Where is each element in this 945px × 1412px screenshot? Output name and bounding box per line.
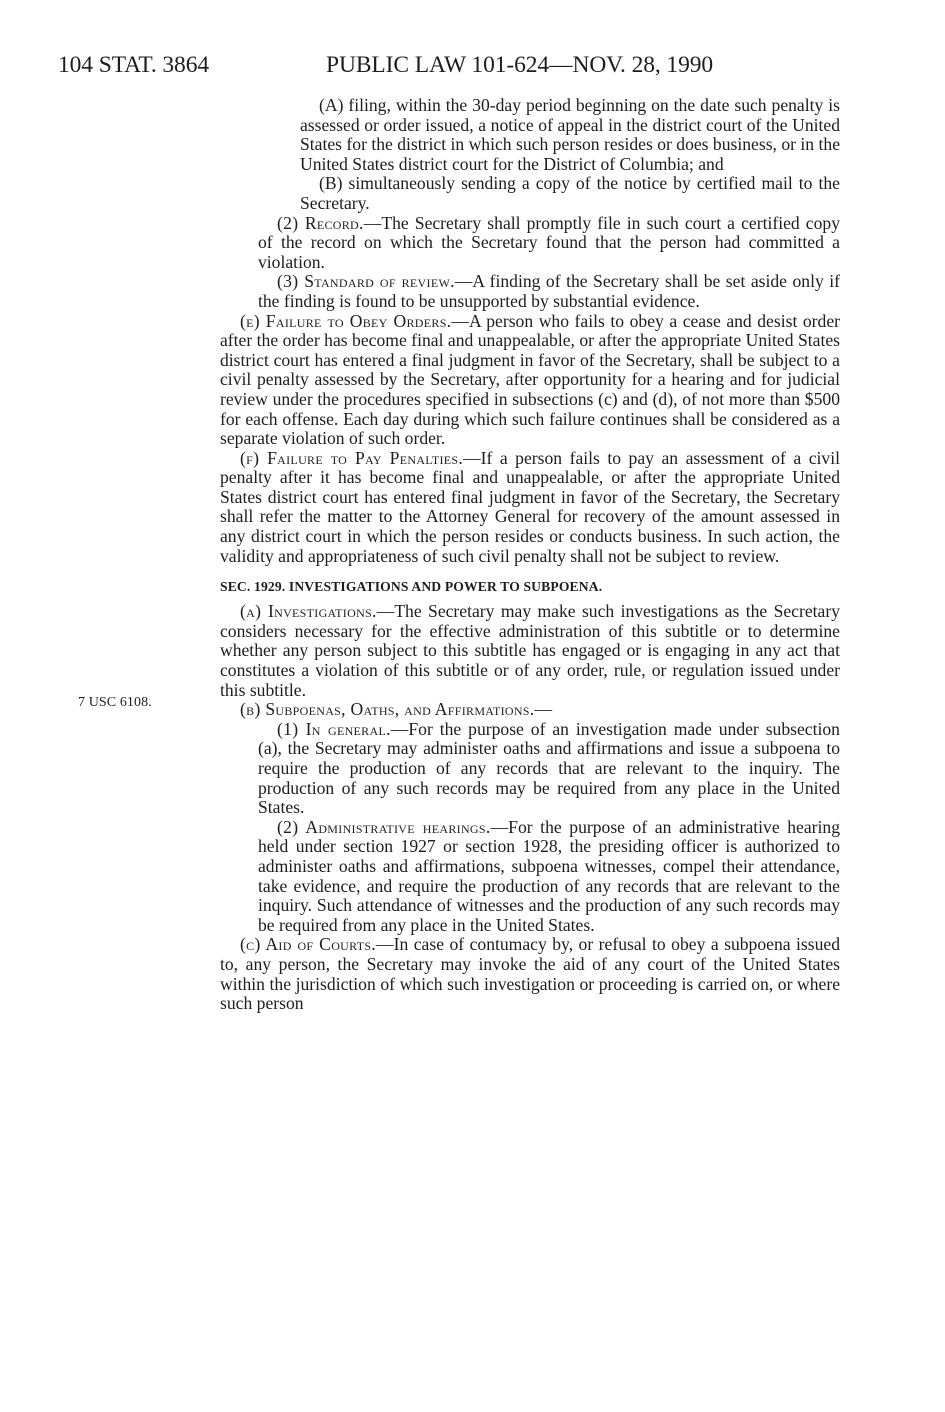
- paragraph-aid-of-courts: [220, 935, 840, 1013]
- paragraph-failure-to-pay-penalties: [220, 449, 840, 567]
- paragraph-appeal-a: (A) filing, within the 30-day period beginning on the date such penalty is assessed or order issued, a notice of appeal in the district court of the United States for the district in which such person resides or does business, or in the United States district court for the District of Columbia; and: [300, 95, 840, 174]
- paragraph-heading: (a) Investigations.: [240, 601, 377, 622]
- paragraph-record: [220, 214, 840, 273]
- section-1929-heading: SEC. 1929. INVESTIGATIONS AND POWER TO SUBPOENA.: [220, 579, 603, 595]
- paragraph-failure-to-obey-orders: [220, 312, 840, 449]
- paragraph-text: —: [534, 699, 553, 720]
- paragraph-text: —A finding of the Secretary shall be set aside only if the finding is found to be unsupported by substantial evidence.: [258, 271, 840, 311]
- paragraph-text: —The Secretary shall promptly file in such court a certified copy of the record on which the Secretary found that the person had committed a violation.: [258, 212, 840, 272]
- paragraph-text: —The Secretary may make such investigations as the Secretary considers necessary for the effective administration of this subtitle or to determine whether any person subject to this subtitle has engaged or is engaging in any act that constitutes a violation of this subtitle or of any order, rule, or regulation issued under this subtitle.: [220, 601, 840, 700]
- paragraph-heading: (b) Subpoenas, Oaths, and Affirmations.: [240, 699, 535, 720]
- paragraph-text: —For the purpose of an investigation made under subsection (a), the Secretary may administer oaths and affirmations and issue a subpoena to require the production of any records that are relevant to the inquiry. The production of any such records may be required from any place in the United States.: [258, 718, 840, 818]
- paragraph-investigations: [220, 602, 840, 700]
- paragraph-standard-of-review: [220, 272, 840, 311]
- paragraph-heading: (f) Failure to Pay Penalties.: [240, 447, 464, 468]
- body-text: [220, 96, 840, 1014]
- stat-reference: 104 STAT. 3864: [58, 52, 209, 78]
- paragraph-in-general: [220, 720, 840, 818]
- paragraph-text: —For the purpose of an administrative hearing held under section 1927 or section 1928, the presiding officer is authorized to administer oaths and affirmations, subpoena witnesses, compel their attendance, take evidence, and require the production of any records that are relevant to the inquiry. Such attendance of witnesses and the production of any such records may be required from any place in the United States.: [258, 816, 840, 935]
- paragraph-appeal-b: (B) simultaneously sending a copy of the notice by certified mail to the Secretary.: [300, 173, 840, 213]
- paragraph-text: —A person who fails to obey a cease and desist order after the order has become final and unappealable, or after the appropriate United States district court has entered a final judgment in favor of the Secretary, shall be subject to a civil penalty assessed by the Secretary, after opportunity for a hearing and for judicial review under the procedures specified in subsections (c) and (d), of not more than $500 for each offense. Each day during which such failure continues shall be considered as a separate violation of such order.: [220, 310, 840, 449]
- public-law-title: PUBLIC LAW 101-624—NOV. 28, 1990: [326, 52, 714, 78]
- paragraph-heading: (c) Aid of Courts.: [240, 934, 377, 955]
- paragraph-heading: (2) Record.: [277, 212, 364, 233]
- paragraph-heading: (2) Administrative hearings.: [277, 816, 491, 837]
- paragraph-heading: (1) In general.: [277, 718, 391, 739]
- paragraph-text: —In case of contumacy by, or refusal to obey a subpoena issued to, any person, the Secretary may invoke the aid of any court of the United States within the jurisdiction of which such investigation or proceeding is carried on, or where such person: [220, 934, 841, 1014]
- paragraph-subpoenas-oaths-affirmations: [220, 700, 840, 720]
- paragraph-heading: (e) Failure to Obey Orders.: [240, 310, 452, 331]
- usc-margin-note: 7 USC 6108.: [78, 695, 152, 710]
- paragraph-text: —If a person fails to pay an assessment of a civil penalty after it has become final and unappealable, or after the appropriate United States district court has entered final judgment in favor of the Secretary, the Secretary shall refer the matter to the Attorney General for recovery of the amount assessed in any district court in which the person resides or conducts business. In such action, the validity and appropriateness of such civil penalty shall not be subject to review.: [220, 447, 840, 566]
- paragraph-heading: (3) Standard of review.: [277, 271, 455, 292]
- paragraph-administrative-hearings: [220, 818, 840, 936]
